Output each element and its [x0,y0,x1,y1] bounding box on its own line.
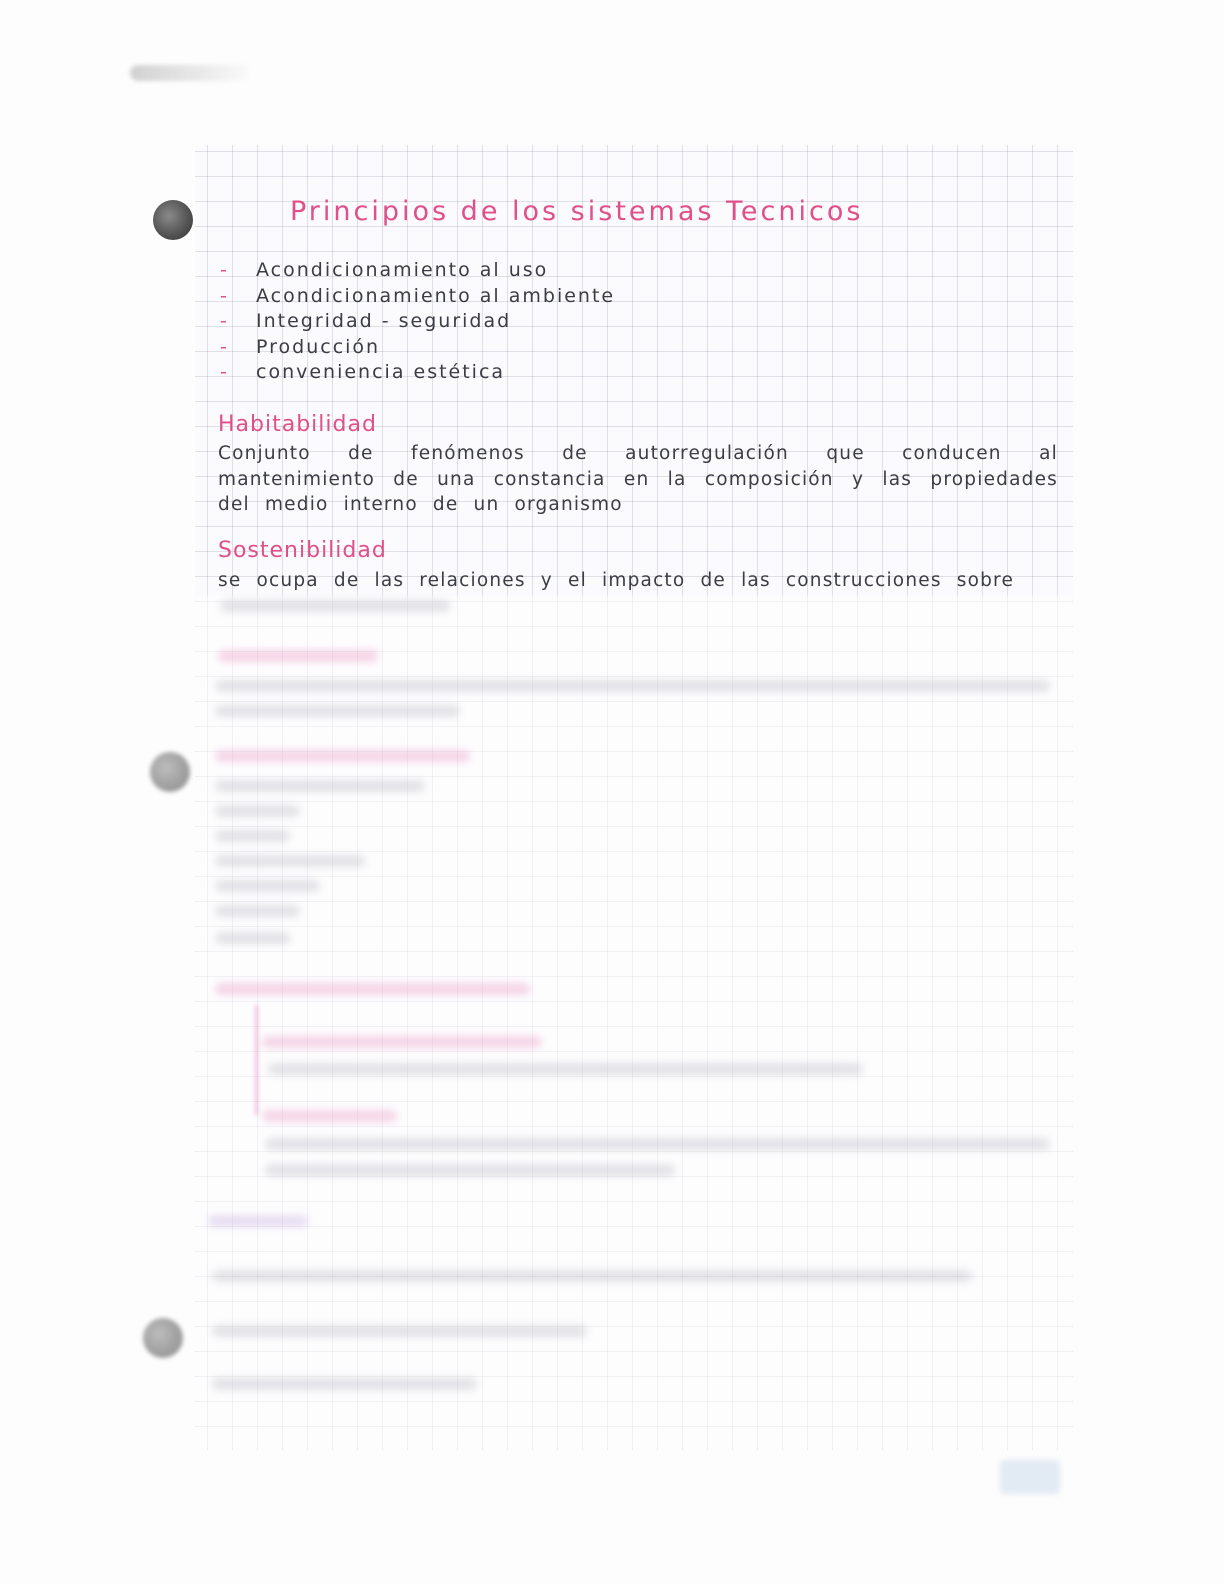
dash-marker: - [220,361,229,383]
illegible-line [265,1138,1050,1150]
notes-title: Principios de los sistemas Tecnicos [290,196,864,227]
illegible-heading [215,750,470,762]
illegible-line [215,680,1050,692]
illegible-line [215,855,365,867]
illegible-line [265,1164,675,1176]
section-heading-habitabilidad: Habitabilidad [218,412,377,437]
brace-mark [255,1005,268,1115]
section-body-sostenibilidad: se ocupa de las relaciones y el impacto de las construcciones sobre [218,570,1015,591]
illegible-line [212,1378,477,1390]
illegible-heading [208,1215,308,1227]
illegible-line [220,600,450,612]
illegible-heading [215,983,530,995]
binder-hole-middle [150,752,190,792]
illegible-line [215,780,425,792]
illegible-heading [262,1110,397,1122]
illegible-line [212,1270,972,1282]
dash-marker: - [220,284,229,307]
binder-hole-top [153,200,193,240]
dash-marker: - [220,259,229,281]
section-body-habitabilidad: Conjunto de fenómenos de autorregulación que conducen al mantenimiento de una constancia en la composición y las propiedades del medio interno de un organismo [218,443,1058,515]
principle-item: - Producción [220,335,615,361]
illegible-line [268,1063,863,1075]
scan-smudge [130,65,250,81]
principle-item: - Acondicionamiento al uso [220,258,615,284]
dash-marker: - [220,310,229,332]
principle-item: - Integridad - seguridad [220,309,615,335]
illegible-line [215,705,460,717]
illegible-heading [262,1036,542,1048]
illegible-line [215,805,300,817]
dash-marker: - [220,335,229,358]
principle-item: - conveniencia estética [220,360,615,386]
principles-list [220,258,615,386]
principle-item: - Acondicionamiento al ambiente [220,284,615,310]
illegible-line [215,932,290,944]
faded-lower-area [195,596,1073,1450]
illegible-line [215,905,300,917]
binder-hole-bottom [143,1318,183,1358]
illegible-line [212,1325,587,1337]
illegible-heading [218,650,378,662]
illegible-line [215,830,290,842]
section-heading-sostenibilidad: Sostenibilidad [218,538,387,563]
illegible-line [215,880,320,892]
scanner-mark [1000,1460,1060,1494]
